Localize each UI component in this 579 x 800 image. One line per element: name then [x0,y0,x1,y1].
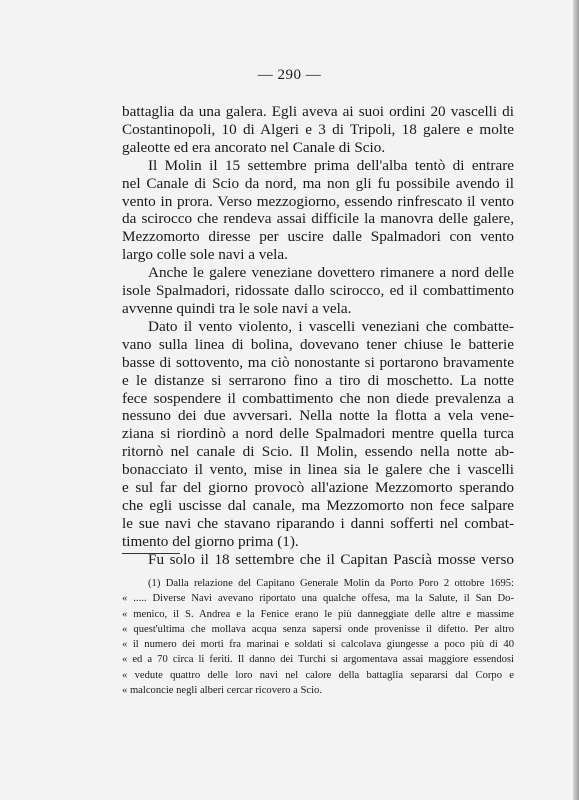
text-line: Costantinopoli, 10 di Algeri e 3 di Tripoli, 18 galere e molte [122,120,514,138]
paragraph [122,103,514,157]
paragraph [122,551,514,569]
paragraph [122,264,514,318]
footnote [122,576,514,698]
text-line: fece sospendere il combattimento che non diede prevalenza a [122,389,514,407]
text-line: Dato il vento violento, i vascelli veneziani che combatte- [148,317,514,335]
footnote-line: (1) Dalla relazione del Capitano Generale Molin da Porto Poro 2 ottobre 1695: [148,578,514,589]
text-line: Fu solo il 18 settembre che il Capitan Pascià mosse verso [148,550,514,568]
footnote-line: « quest'ultima che mollava acqua senza sapersi onde provenisse il difetto. Per altro [122,623,514,635]
paragraph [122,157,514,264]
text-line: nessuno dei due avversari. Nella notte la flotta a vela vene- [122,407,514,425]
text-line: le sue navi che stavano riparando i danni sofferti nel combat- [122,514,514,532]
footnote-line: « ed a 70 circa li feriti. Il danno dei Turchi si argomentava assai maggiore essendosi [122,654,514,666]
text-line: battaglia da una galera. Egli aveva ai suoi ordini 20 vascelli di [122,103,514,120]
footnote-line: « vedute quattro delle loro navi nel calore della battaglia separarsi dal Corpo e [122,669,514,681]
footnote-line: « il numero dei morti fra marinai e soldati si calcolava giungesse a poco più di 40 [122,639,514,651]
text-line: galeotte ed era ancorato nel Canale di Scio. [122,138,386,156]
text-line: da scirocco che rendeva assai difficile la manovra delle galere, [122,210,514,228]
text-line: avvenne quindi tra le sole navi a vela. [122,299,352,317]
text-line: bonacciato il vento, mise in linea sia le galere che i vascelli [122,461,514,479]
text-line: Mezzomorto diresse per uscire dalle Spalmadori con vento [122,228,514,246]
paragraph [122,318,514,551]
footnote-line: « ..... Diverse Navi avevano riportato una qualche offesa, ma la Salute, il San Do- [122,593,514,605]
text-line: basse di sottovento, ma ciò nonostante si portarono bravamente [122,353,514,371]
text-line: timento del giorno prima (1). [122,532,299,550]
text-line: largo colle sole navi a vela. [122,246,288,264]
text-line: Anche le galere veneziane dovettero rimanere a nord delle [148,264,514,282]
text-line: isole Spalmadori, ridossate dallo scirocco, ed il combattimento [122,282,514,300]
text-line: nel Canale di Scio da nord, ma non gli fu possibile avendo il [122,174,514,192]
text-line: vento in prora. Verso mezzogiorno, essendo rinfrescato il vento [122,192,514,210]
footnote-separator [122,553,180,554]
text-line: ritornò nel canale di Scio. Il Molin, essendo nella notte ab- [122,443,514,461]
text-line: ziana si riordinò a nord delle Spalmadori mentre quella turca [122,425,514,443]
body-text [122,103,514,569]
page-edge-shadow [573,0,579,800]
footnote-line: « malconcie negli alberi cercar ricovero a Scio. [122,685,323,697]
text-line: e le distanze si serrarono fino a tiro di moschetto. La notte [122,371,514,389]
page-number: — 290 — [257,67,322,83]
text-line: Il Molin il 15 settembre prima dell'alba tentò di entrare [148,156,514,174]
text-line: vano sulla linea di bolina, dovevano tener chiuse le batterie [122,335,514,353]
text-line: che egli uscisse dal canale, ma Mezzomorto non fece salpare [122,496,514,514]
text-line: e sul far del giorno provocò all'azione Mezzomorto sperando [122,479,514,497]
footnote-line: « menico, il S. Andrea e la Fenice erano le più danneggiate delle altre e massime [122,608,514,620]
